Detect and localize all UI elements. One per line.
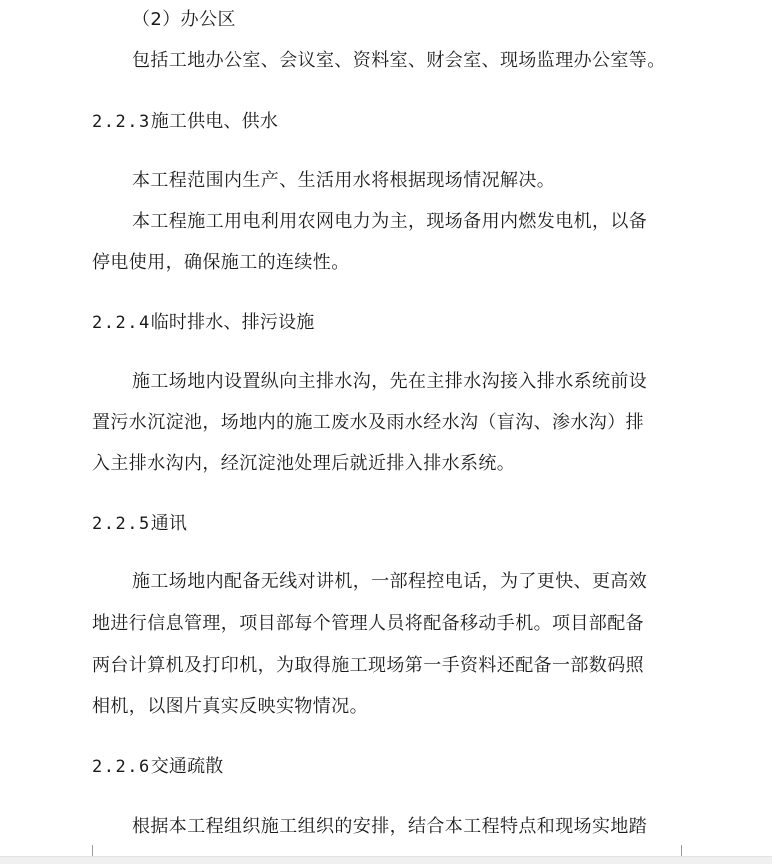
page-gap-band [0,856,772,864]
section-heading-2-2-5 [92,512,672,536]
section-title: 施工供电、供水 [150,111,279,132]
paragraph-drainage-line-1: 施工场地内设置纵向主排水沟，先在主排水沟接入排水系统前设 [132,371,648,392]
paragraph-traffic-line-1: 根据本工程组织施工组织的安排，结合本工程特点和现场实地踏 [132,816,648,837]
paragraph-communication-line-2: 地进行信息管理，项目部每个管理人员将配备移动手机。项目部配备 [92,613,644,634]
paragraph-power-supply-line-2: 停电使用，确保施工的连续性。 [92,252,350,273]
section-number: 2.2.6 [92,757,151,777]
list-item-office-area: （2）办公区 [132,9,236,30]
section-number: 2.2.5 [92,514,151,534]
paragraph-drainage-line-3: 入主排水沟内，经沉淀池处理后就近排入排水系统。 [92,453,516,474]
paragraph-power-supply-line-1: 本工程施工用电利用农网电力为主，现场备用内燃发电机，以备 [132,211,648,232]
section-title: 临时排水、排污设施 [150,312,315,333]
section-title: 通讯 [150,513,188,534]
paragraph-communication-line-1: 施工场地内配备无线对讲机，一部程控电话，为了更快、更高效 [132,571,648,592]
paragraph-water-supply: 本工程范围内生产、生活用水将根据现场情况解决。 [132,170,556,191]
paragraph-drainage-line-2: 置污水沉淀池，场地内的施工废水及雨水经水沟（盲沟、渗水沟）排 [92,412,644,433]
paragraph-communication-line-3: 两台计算机及打印机，为取得施工现场第一手资料还配备一部数码照 [92,655,644,676]
section-heading-2-2-6 [92,755,672,779]
section-title: 交通疏散 [150,756,224,777]
paragraph-communication-line-4: 相机，以图片真实反映实物情况。 [92,696,368,717]
paragraph-office-contents: 包括工地办公室、会议室、资料室、财会室、现场监理办公室等。 [132,50,666,71]
section-heading-2-2-4 [92,311,672,335]
section-heading-2-2-3 [92,110,672,134]
section-number: 2.2.3 [92,112,151,132]
section-number: 2.2.4 [92,313,151,333]
